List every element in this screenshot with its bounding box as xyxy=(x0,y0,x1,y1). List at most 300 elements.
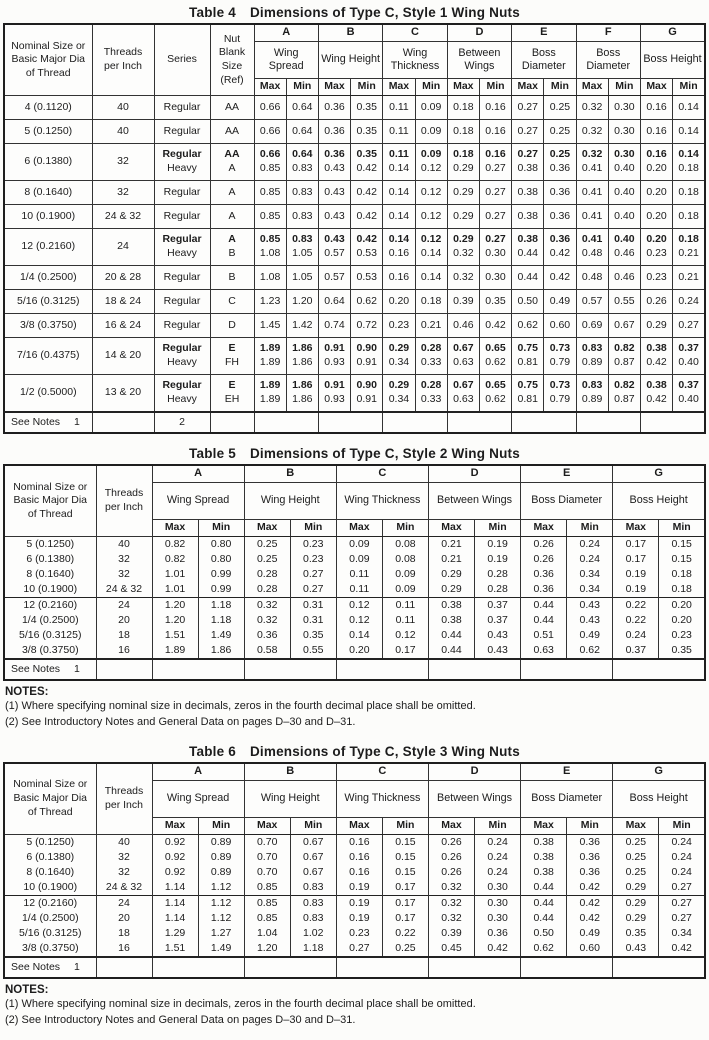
value-cell xyxy=(318,229,350,266)
value-line-bold: 0.43 xyxy=(324,233,345,246)
value-cell xyxy=(351,375,383,413)
value-cell: 0.36 xyxy=(475,926,521,941)
value-cell: 0.15 xyxy=(382,850,428,865)
value-cell: 1.01 xyxy=(152,567,198,582)
header-row xyxy=(4,24,705,42)
value-cell: 0.14 xyxy=(383,205,415,229)
size-cell: 3/8 (0.3750) xyxy=(4,941,96,957)
value-cell: 0.19 xyxy=(336,880,382,896)
header-row xyxy=(4,465,705,483)
value-line: 0.91 xyxy=(356,356,377,368)
size-cell: 4 (0.1120) xyxy=(4,96,92,120)
value-line-bold: 0.85 xyxy=(259,233,281,246)
group-header: Wing Spread xyxy=(152,780,244,817)
value-cell: 0.48 xyxy=(576,266,608,290)
series-cell: Regular xyxy=(154,181,210,205)
min-header: Min xyxy=(544,79,576,96)
empty-cell xyxy=(447,412,511,433)
value-line-bold: 0.14 xyxy=(678,148,699,161)
value-cell: 0.25 xyxy=(613,850,659,865)
threads-cell: 32 xyxy=(96,865,152,880)
value-cell xyxy=(447,229,479,266)
table-row xyxy=(4,314,705,338)
value-cell: 0.24 xyxy=(475,834,521,850)
value-cell: 0.32 xyxy=(428,880,474,896)
group-header: Boss Diameter xyxy=(521,483,613,520)
value-cell: 0.85 xyxy=(254,181,286,205)
max-header: Max xyxy=(428,520,474,537)
value-cell: 0.26 xyxy=(521,537,567,553)
value-line: 0.57 xyxy=(324,247,345,259)
series-cell: Regular xyxy=(154,314,210,338)
value-cell: 0.40 xyxy=(608,181,640,205)
value-line-bold: 0.73 xyxy=(549,342,571,355)
value-cell: 0.17 xyxy=(382,643,428,659)
value-line: 0.89 xyxy=(581,393,603,405)
value-cell: 1.23 xyxy=(254,290,286,314)
group-header: Wing Thickness xyxy=(383,42,447,79)
value-cell: 0.24 xyxy=(613,628,659,643)
value-line: Heavy xyxy=(167,393,197,405)
value-cell: 1.20 xyxy=(152,598,198,614)
value-cell: 0.49 xyxy=(567,628,613,643)
value-line: 0.34 xyxy=(388,356,410,368)
value-cell xyxy=(254,375,286,413)
value-line-bold: 0.14 xyxy=(388,233,410,246)
value-cell: 1.01 xyxy=(152,582,198,598)
table-row xyxy=(4,375,705,413)
value-cell: 0.22 xyxy=(613,613,659,628)
value-cell: 0.25 xyxy=(382,941,428,957)
value-cell: 0.43 xyxy=(475,643,521,659)
value-cell: 1.12 xyxy=(198,895,244,911)
value-line: 0.12 xyxy=(420,162,442,174)
see-notes-cell xyxy=(4,659,96,680)
value-cell: 0.28 xyxy=(244,582,290,598)
value-line: 0.36 xyxy=(549,162,571,174)
value-cell xyxy=(673,144,705,181)
value-cell xyxy=(318,144,350,181)
letter-header: D xyxy=(428,763,520,781)
value-line-bold: 0.67 xyxy=(453,342,474,355)
value-cell: 0.82 xyxy=(152,537,198,553)
value-cell: 0.30 xyxy=(475,911,521,926)
value-cell xyxy=(640,144,672,181)
table-row xyxy=(4,834,705,850)
group-header: Wing Thickness xyxy=(336,780,428,817)
value-line-bold: Regular xyxy=(162,342,202,355)
value-cell: 1.89 xyxy=(152,643,198,659)
max-header: Max xyxy=(336,520,382,537)
value-cell: 0.64 xyxy=(286,96,318,120)
threads-cell: 40 xyxy=(92,120,154,144)
table-row xyxy=(4,537,705,553)
series-cell: Regular xyxy=(154,290,210,314)
series-cell: Regular xyxy=(154,120,210,144)
threads-cell: 32 xyxy=(96,567,152,582)
value-line-bold: 0.32 xyxy=(581,148,603,161)
value-cell: 0.11 xyxy=(383,120,415,144)
table-row xyxy=(4,205,705,229)
threads-cell: 24 xyxy=(92,229,154,266)
value-line: Heavy xyxy=(167,162,197,174)
value-cell: 0.51 xyxy=(521,628,567,643)
min-header: Min xyxy=(290,520,336,537)
value-cell: 0.83 xyxy=(290,911,336,926)
value-cell: 0.40 xyxy=(608,205,640,229)
note-item-2: (2) See Introductory Notes and General Data on pages D–30 and D–31. xyxy=(5,715,356,728)
value-line: 0.85 xyxy=(259,162,281,174)
note-item-2: (2) See Introductory Notes and General Data on pages D–30 and D–31. xyxy=(5,1013,356,1026)
value-cell: 0.18 xyxy=(447,120,479,144)
value-cell: 0.66 xyxy=(254,120,286,144)
value-cell xyxy=(673,375,705,413)
value-cell: 0.41 xyxy=(576,181,608,205)
value-cell: 0.26 xyxy=(640,290,672,314)
empty-cell xyxy=(521,957,613,978)
value-line-bold: 0.64 xyxy=(292,148,313,161)
value-line: 0.93 xyxy=(324,356,345,368)
value-line-bold: 0.90 xyxy=(356,342,377,355)
value-line-bold: 0.90 xyxy=(356,379,377,392)
value-cell xyxy=(544,229,576,266)
value-cell: 0.19 xyxy=(336,911,382,926)
value-line-bold: 0.18 xyxy=(453,148,474,161)
value-cell: 1.05 xyxy=(286,266,318,290)
value-line: 0.48 xyxy=(581,247,603,259)
value-line: 0.38 xyxy=(517,162,538,174)
value-cell: 0.11 xyxy=(336,567,382,582)
value-cell: 0.18 xyxy=(673,181,705,205)
value-cell: 0.20 xyxy=(659,613,705,628)
value-cell: 0.45 xyxy=(428,941,474,957)
value-line-bold: 0.65 xyxy=(485,342,506,355)
value-line-bold: 0.20 xyxy=(646,233,667,246)
threads-cell: 40 xyxy=(96,834,152,850)
value-cell: 0.21 xyxy=(673,266,705,290)
value-cell: 0.92 xyxy=(152,850,198,865)
value-line-bold: 1.89 xyxy=(259,342,281,355)
max-header: Max xyxy=(521,520,567,537)
value-cell: 0.15 xyxy=(382,834,428,850)
value-cell: 0.89 xyxy=(198,834,244,850)
threads-cell: 24 xyxy=(96,598,152,614)
empty-cell xyxy=(383,412,447,433)
value-line: 0.40 xyxy=(678,356,699,368)
value-line-bold: 0.37 xyxy=(678,379,699,392)
value-cell: 0.16 xyxy=(336,834,382,850)
value-line-bold: Regular xyxy=(162,379,202,392)
value-line-bold: 0.42 xyxy=(356,233,377,246)
value-cell: 0.14 xyxy=(415,266,447,290)
size-cell: 8 (0.1640) xyxy=(4,181,92,205)
value-cell: 1.51 xyxy=(152,628,198,643)
threads-cell: 40 xyxy=(92,96,154,120)
table5-title-label: Table 5 xyxy=(189,446,236,461)
see-notes-row xyxy=(4,659,705,680)
threads-cell: 13 & 20 xyxy=(92,375,154,413)
min-header: Min xyxy=(415,79,447,96)
value-cell: 0.57 xyxy=(576,290,608,314)
letter-header: A xyxy=(152,465,244,483)
value-line: 0.30 xyxy=(485,247,506,259)
value-cell: 0.38 xyxy=(521,850,567,865)
letter-header: E xyxy=(521,763,613,781)
value-cell: 0.70 xyxy=(244,850,290,865)
size-cell: 10 (0.1900) xyxy=(4,880,96,896)
value-line-bold: 0.83 xyxy=(581,379,603,392)
value-cell xyxy=(286,338,318,375)
value-cell xyxy=(351,338,383,375)
value-cell: 0.58 xyxy=(244,643,290,659)
value-cell xyxy=(351,144,383,181)
value-cell xyxy=(576,375,608,413)
value-cell: 0.12 xyxy=(336,598,382,614)
size-cell: 5/16 (0.3125) xyxy=(4,926,96,941)
letter-header: D xyxy=(428,465,520,483)
value-line-bold: 0.09 xyxy=(420,148,442,161)
min-header: Min xyxy=(659,520,705,537)
value-cell: 0.14 xyxy=(673,96,705,120)
value-cell: 0.30 xyxy=(608,96,640,120)
value-line: 0.46 xyxy=(614,247,635,259)
group-header: Boss Height xyxy=(613,483,705,520)
value-cell: 0.23 xyxy=(659,628,705,643)
max-header: Max xyxy=(383,79,415,96)
blank-size-cell xyxy=(210,144,254,181)
value-line-bold: E xyxy=(228,379,236,392)
value-cell: 0.36 xyxy=(521,567,567,582)
value-cell: 0.35 xyxy=(613,926,659,941)
value-line: 0.44 xyxy=(517,247,538,259)
value-cell: 0.44 xyxy=(428,643,474,659)
value-cell: 0.27 xyxy=(290,582,336,598)
value-cell: 0.32 xyxy=(576,120,608,144)
table-row xyxy=(4,96,705,120)
max-header: Max xyxy=(447,79,479,96)
header-row xyxy=(4,763,705,781)
value-cell: 0.99 xyxy=(198,567,244,582)
value-line-bold: 0.27 xyxy=(517,148,538,161)
blank-size-cell: B xyxy=(210,266,254,290)
value-cell: 0.14 xyxy=(383,181,415,205)
value-cell xyxy=(512,229,544,266)
value-cell: 0.15 xyxy=(382,865,428,880)
value-cell: 0.21 xyxy=(415,314,447,338)
value-cell xyxy=(608,144,640,181)
value-line: EH xyxy=(224,393,240,405)
table-row xyxy=(4,598,705,614)
threads-cell: 40 xyxy=(96,537,152,553)
value-cell: 0.09 xyxy=(336,552,382,567)
blank-size-cell: D xyxy=(210,314,254,338)
value-line-bold: 0.29 xyxy=(453,233,474,246)
size-cell: 5/16 (0.3125) xyxy=(4,290,92,314)
value-cell: 0.92 xyxy=(152,834,198,850)
value-line: 0.23 xyxy=(646,247,667,259)
value-cell: 0.55 xyxy=(290,643,336,659)
spacer xyxy=(3,434,706,443)
value-cell: 0.80 xyxy=(198,552,244,567)
value-line-bold: 0.25 xyxy=(549,148,571,161)
value-cell: 1.20 xyxy=(286,290,318,314)
max-header: Max xyxy=(244,817,290,834)
value-cell: 0.46 xyxy=(608,266,640,290)
value-cell xyxy=(608,229,640,266)
value-cell: 0.14 xyxy=(673,120,705,144)
value-cell: 0.32 xyxy=(576,96,608,120)
value-line-bold: 0.16 xyxy=(646,148,667,161)
value-cell: 1.42 xyxy=(286,314,318,338)
value-cell: 0.80 xyxy=(198,537,244,553)
value-cell: 0.24 xyxy=(475,850,521,865)
size-cell: 1/4 (0.2500) xyxy=(4,911,96,926)
value-cell: 0.18 xyxy=(447,96,479,120)
value-cell: 0.29 xyxy=(613,880,659,896)
value-line: 0.62 xyxy=(485,356,506,368)
value-cell: 0.23 xyxy=(336,926,382,941)
value-cell xyxy=(383,229,415,266)
value-cell: 0.27 xyxy=(512,120,544,144)
empty-cell xyxy=(521,659,613,680)
see-notes-row xyxy=(4,412,705,433)
value-cell xyxy=(479,144,511,181)
threads-cell: 20 xyxy=(96,613,152,628)
value-cell: 0.18 xyxy=(659,582,705,598)
value-cell xyxy=(576,338,608,375)
value-cell: 0.42 xyxy=(567,880,613,896)
value-cell: 0.29 xyxy=(447,181,479,205)
value-line-bold: 0.75 xyxy=(517,379,538,392)
value-cell: 0.29 xyxy=(613,911,659,926)
value-cell: 0.17 xyxy=(382,911,428,926)
value-line-bold: 0.83 xyxy=(581,342,603,355)
value-cell xyxy=(479,229,511,266)
value-line: 0.32 xyxy=(453,247,474,259)
value-cell: 0.36 xyxy=(567,834,613,850)
threads-cell: 20 & 28 xyxy=(92,266,154,290)
value-line: 0.40 xyxy=(614,162,635,174)
letter-header: G xyxy=(640,24,705,42)
note-item-1: (1) Where specifying nominal size in decimals, zeros in the fourth decimal place shall be omitted. xyxy=(5,700,476,712)
value-line: 0.43 xyxy=(324,162,345,174)
value-cell: 0.22 xyxy=(382,926,428,941)
value-cell: 0.16 xyxy=(336,865,382,880)
value-cell xyxy=(447,144,479,181)
letter-header: C xyxy=(336,465,428,483)
value-line: 0.29 xyxy=(453,162,474,174)
value-cell: 0.27 xyxy=(336,941,382,957)
letter-header: F xyxy=(576,24,640,42)
min-header: Min xyxy=(479,79,511,96)
value-line: FH xyxy=(225,356,239,368)
value-cell: 1.12 xyxy=(198,911,244,926)
value-cell xyxy=(286,229,318,266)
table-row xyxy=(4,865,705,880)
table-row xyxy=(4,628,705,643)
blank-size-cell: A xyxy=(210,181,254,205)
value-cell: 0.16 xyxy=(336,850,382,865)
stub-header: Series xyxy=(154,24,210,96)
value-line: 0.20 xyxy=(646,162,667,174)
empty-cell xyxy=(613,957,705,978)
value-cell: 1.49 xyxy=(198,628,244,643)
size-cell: 6 (0.1380) xyxy=(4,552,96,567)
value-line-bold: A xyxy=(228,233,236,246)
value-cell: 0.92 xyxy=(152,865,198,880)
value-line: 0.87 xyxy=(614,393,635,405)
see-notes-ref: 1 xyxy=(74,662,80,675)
min-header: Min xyxy=(198,520,244,537)
value-line: 0.93 xyxy=(324,393,345,405)
max-header: Max xyxy=(152,817,198,834)
value-line-bold: 0.30 xyxy=(614,148,635,161)
value-cell: 0.72 xyxy=(351,314,383,338)
value-cell: 0.49 xyxy=(544,290,576,314)
value-cell: 0.74 xyxy=(318,314,350,338)
value-line: 0.91 xyxy=(356,393,377,405)
value-line: 0.14 xyxy=(388,162,410,174)
value-cell: 0.62 xyxy=(521,941,567,957)
value-cell xyxy=(544,338,576,375)
value-cell: 0.09 xyxy=(415,120,447,144)
blank-size-cell: C xyxy=(210,290,254,314)
max-header: Max xyxy=(613,520,659,537)
size-cell: 6 (0.1380) xyxy=(4,144,92,181)
value-cell: 0.99 xyxy=(198,582,244,598)
value-cell: 0.89 xyxy=(198,850,244,865)
value-cell: 0.44 xyxy=(512,266,544,290)
value-cell xyxy=(286,144,318,181)
value-cell: 0.16 xyxy=(383,266,415,290)
threads-cell: 32 xyxy=(92,181,154,205)
value-cell: 0.44 xyxy=(521,895,567,911)
threads-cell: 16 & 24 xyxy=(92,314,154,338)
value-cell: 0.28 xyxy=(475,582,521,598)
value-line: 0.81 xyxy=(517,356,538,368)
letter-header: E xyxy=(521,465,613,483)
value-cell xyxy=(479,375,511,413)
see-notes-ref: 1 xyxy=(74,960,80,973)
letter-header: B xyxy=(244,465,336,483)
group-header: Between Wings xyxy=(428,780,520,817)
max-header: Max xyxy=(576,79,608,96)
size-cell: 12 (0.2160) xyxy=(4,895,96,911)
value-cell xyxy=(254,229,286,266)
value-cell xyxy=(447,338,479,375)
min-header: Min xyxy=(198,817,244,834)
value-line-bold: 0.29 xyxy=(388,379,410,392)
table-row xyxy=(4,338,705,375)
value-cell: 0.09 xyxy=(382,582,428,598)
value-cell: 0.19 xyxy=(613,567,659,582)
value-cell: 0.24 xyxy=(659,850,705,865)
value-cell: 0.38 xyxy=(512,181,544,205)
table6 xyxy=(3,762,706,979)
letter-header: C xyxy=(336,763,428,781)
stub-header: Nominal Size or Basic Major Dia of Thread xyxy=(4,465,96,537)
value-line-bold: 0.82 xyxy=(614,379,635,392)
value-line: Heavy xyxy=(167,247,197,259)
stub-header: Nominal Size or Basic Major Dia of Thread xyxy=(4,24,92,96)
table6-title xyxy=(3,744,706,759)
value-cell xyxy=(608,338,640,375)
size-cell: 12 (0.2160) xyxy=(4,598,96,614)
value-cell: 0.43 xyxy=(318,205,350,229)
value-cell: 0.42 xyxy=(479,314,511,338)
value-cell xyxy=(415,229,447,266)
value-cell: 0.44 xyxy=(521,598,567,614)
